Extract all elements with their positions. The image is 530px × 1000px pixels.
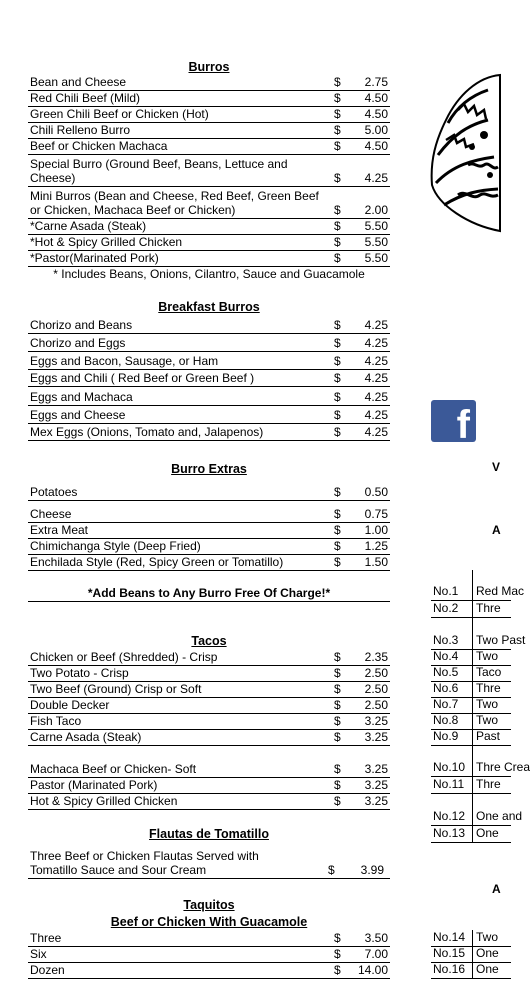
item-name: Two Potato - Crisp bbox=[30, 666, 129, 680]
combo-row bbox=[431, 745, 530, 777]
currency: $ bbox=[334, 203, 341, 217]
menu-item-row bbox=[28, 250, 390, 267]
column-divider bbox=[472, 930, 473, 946]
item-name: Beef or Chicken Machaca bbox=[30, 139, 168, 153]
item-price: 3.99 bbox=[360, 863, 384, 877]
menu-item-row bbox=[28, 386, 390, 406]
menu-item-row bbox=[28, 729, 390, 746]
item-price: 3.25 bbox=[364, 794, 388, 808]
combo-row bbox=[431, 930, 511, 947]
item-name: Eggs and Bacon, Sausage, or Ham bbox=[30, 354, 219, 368]
combo-description: Two Past bbox=[476, 633, 526, 647]
combo-number: No.10 bbox=[433, 760, 466, 774]
combo-number: No.7 bbox=[433, 697, 459, 711]
combo-description: Thre bbox=[476, 601, 501, 615]
combo-row bbox=[431, 570, 525, 601]
item-name: Six bbox=[30, 947, 47, 961]
column-divider bbox=[472, 600, 473, 617]
combo-row bbox=[431, 681, 511, 698]
menu-item-row bbox=[28, 505, 390, 523]
item-price: 4.25 bbox=[364, 336, 388, 350]
currency: $ bbox=[334, 107, 341, 121]
item-name: Extra Meat bbox=[30, 523, 89, 537]
column-divider bbox=[472, 617, 473, 649]
item-name: Chorizo and Eggs bbox=[30, 336, 126, 350]
item-name: Fish Taco bbox=[30, 714, 82, 728]
item-price: 14.00 bbox=[357, 963, 388, 977]
item-price: 1.50 bbox=[364, 555, 388, 569]
item-name: Pastor (Marinated Pork) bbox=[30, 778, 158, 792]
combo-row bbox=[431, 825, 511, 843]
currency: $ bbox=[334, 354, 341, 368]
item-price: 2.50 bbox=[364, 682, 388, 696]
item-price: 2.00 bbox=[364, 203, 388, 217]
menu-item-row bbox=[28, 665, 390, 682]
item-name: Bean and Cheese bbox=[30, 75, 127, 89]
item-price: 4.25 bbox=[364, 408, 388, 422]
column-divider bbox=[472, 665, 473, 681]
item-price: 5.50 bbox=[364, 251, 388, 265]
column-divider bbox=[472, 570, 473, 600]
menu-item-row bbox=[28, 681, 390, 698]
item-name: Green Chili Beef or Chicken (Hot) bbox=[30, 107, 209, 121]
item-name: Eggs and Machaca bbox=[30, 390, 133, 404]
item-name: Enchilada Style (Red, Spicy Green or Tomatillo) bbox=[30, 555, 284, 569]
menu-item-row bbox=[28, 423, 390, 441]
currency: $ bbox=[334, 219, 341, 233]
item-name: Two Beef (Ground) Crisp or Soft bbox=[30, 682, 202, 696]
item-price: 4.25 bbox=[364, 354, 388, 368]
menu-item-row bbox=[28, 316, 390, 334]
right-heading-fragment: V bbox=[492, 460, 501, 474]
item-price: 7.00 bbox=[364, 947, 388, 961]
item-price: 2.75 bbox=[364, 75, 388, 89]
combo-description: One bbox=[476, 826, 499, 840]
combo-description: One bbox=[476, 962, 499, 976]
item-price: 1.25 bbox=[364, 539, 388, 553]
menu-item-row bbox=[28, 186, 390, 219]
taquitos-title: Taquitos bbox=[183, 898, 235, 912]
item-name: Machaca Beef or Chicken- Soft bbox=[30, 762, 197, 776]
currency: $ bbox=[334, 762, 341, 776]
currency: $ bbox=[334, 650, 341, 664]
item-price: 4.25 bbox=[364, 425, 388, 439]
currency: $ bbox=[334, 523, 341, 537]
column-divider bbox=[472, 697, 473, 713]
menu-item-row bbox=[28, 777, 390, 794]
item-name: Double Decker bbox=[30, 698, 110, 712]
combo-number: No.9 bbox=[433, 729, 459, 743]
item-price: 4.25 bbox=[364, 390, 388, 404]
taco-illustration bbox=[428, 65, 500, 235]
item-name: Three bbox=[30, 931, 62, 945]
column-divider bbox=[472, 946, 473, 962]
item-price: 5.00 bbox=[364, 123, 388, 137]
item-name: *Carne Asada (Steak) bbox=[30, 219, 147, 233]
combo-row bbox=[431, 617, 526, 650]
menu-item-row bbox=[28, 713, 390, 730]
item-name: Chicken or Beef (Shredded) - Crisp bbox=[30, 650, 218, 664]
menu-item-row bbox=[28, 154, 390, 187]
combo-row bbox=[431, 600, 511, 618]
combo-row bbox=[431, 729, 511, 746]
item-price: 5.50 bbox=[364, 235, 388, 249]
column-divider bbox=[472, 962, 473, 978]
item-price: 4.25 bbox=[364, 171, 388, 185]
currency: $ bbox=[334, 336, 341, 350]
combo-description: Red Mac bbox=[476, 584, 525, 598]
item-name: *Hot & Spicy Grilled Chicken bbox=[30, 235, 183, 249]
currency: $ bbox=[334, 682, 341, 696]
flautas-title: Flautas de Tomatillo bbox=[149, 827, 269, 841]
currency: $ bbox=[334, 507, 341, 521]
currency: $ bbox=[334, 251, 341, 265]
column-divider bbox=[472, 681, 473, 697]
item-price: 3.25 bbox=[364, 714, 388, 728]
combo-row bbox=[431, 665, 511, 682]
item-name: Dozen bbox=[30, 963, 65, 977]
item-name: Red Chili Beef (Mild) bbox=[30, 91, 141, 105]
combo-row bbox=[431, 776, 511, 794]
combo-number: No.3 bbox=[433, 633, 459, 647]
combo-description: Past bbox=[476, 729, 501, 743]
item-price: 3.25 bbox=[364, 778, 388, 792]
combo-description: Two bbox=[476, 713, 499, 727]
column-divider bbox=[472, 729, 473, 745]
item-price: 0.50 bbox=[364, 485, 388, 499]
combo-description: Two bbox=[476, 930, 499, 944]
item-price: 3.25 bbox=[364, 730, 388, 744]
combo-number: No.11 bbox=[433, 777, 465, 791]
menu-item-row bbox=[28, 745, 390, 778]
item-price: 4.50 bbox=[364, 139, 388, 153]
item-name: Eggs and Cheese bbox=[30, 408, 126, 422]
combo-number: No.8 bbox=[433, 713, 459, 727]
currency: $ bbox=[334, 947, 341, 961]
currency: $ bbox=[334, 408, 341, 422]
currency: $ bbox=[334, 714, 341, 728]
item-name: Chimichanga Style (Deep Fried) bbox=[30, 539, 201, 553]
combo-row bbox=[431, 962, 511, 979]
menu-item-row bbox=[28, 138, 390, 155]
currency: $ bbox=[334, 730, 341, 744]
item-name: Carne Asada (Steak) bbox=[30, 730, 142, 744]
item-price: 3.25 bbox=[364, 762, 388, 776]
menu-item-row bbox=[28, 333, 390, 352]
column-divider bbox=[472, 649, 473, 665]
item-price: 5.50 bbox=[364, 219, 388, 233]
combo-number: No.15 bbox=[433, 946, 466, 960]
item-name: Potatoes bbox=[30, 485, 78, 499]
item-price: 1.00 bbox=[364, 523, 388, 537]
extras-title: Burro Extras bbox=[171, 462, 247, 476]
item-price: 4.25 bbox=[364, 318, 388, 332]
currency: $ bbox=[334, 539, 341, 553]
tacos-title: Tacos bbox=[191, 634, 227, 648]
taquitos-subtitle: Beef or Chicken With Guacamole bbox=[110, 915, 308, 929]
item-name: Hot & Spicy Grilled Chicken bbox=[30, 794, 178, 808]
menu-item-row bbox=[28, 122, 390, 139]
menu-item-row bbox=[28, 369, 390, 387]
menu-item-row bbox=[28, 522, 390, 539]
combo-number: No.2 bbox=[433, 601, 459, 615]
flautas-item bbox=[28, 848, 390, 879]
combo-description: Taco bbox=[476, 665, 502, 679]
menu-item-row bbox=[28, 962, 390, 979]
menu-item-row bbox=[28, 697, 390, 714]
combo-number: No.13 bbox=[433, 826, 466, 840]
breakfast-title: Breakfast Burros bbox=[158, 300, 260, 314]
menu-item-row bbox=[28, 351, 390, 370]
combo-number: No.16 bbox=[433, 962, 466, 976]
item-name: Chorizo and Beans bbox=[30, 318, 133, 332]
item-name: Special Burro (Ground Beef, Beans, Lettuce and Cheese) bbox=[30, 157, 288, 185]
currency: $ bbox=[334, 318, 341, 332]
combo-number: No.6 bbox=[433, 681, 459, 695]
item-name: Mex Eggs (Onions, Tomato and, Jalapenos) bbox=[30, 425, 264, 439]
combo-description: One and bbox=[476, 809, 523, 823]
combo-row bbox=[431, 649, 511, 666]
combo-number: No.5 bbox=[433, 665, 459, 679]
menu-item-row bbox=[28, 74, 390, 91]
item-name: Three Beef or Chicken Flautas Served with Tomatillo Sauce and Sour Cream bbox=[30, 849, 259, 877]
right-heading-fragment: A bbox=[492, 523, 501, 537]
menu-item-row bbox=[28, 538, 390, 555]
combo-number: No.1 bbox=[433, 584, 459, 598]
currency: $ bbox=[334, 794, 341, 808]
currency: $ bbox=[334, 425, 341, 439]
item-name: Cheese bbox=[30, 507, 72, 521]
column-divider bbox=[472, 745, 473, 776]
burros-note: * Includes Beans, Onions, Cilantro, Sauce and Guacamole bbox=[53, 267, 365, 281]
column-divider bbox=[472, 776, 473, 793]
combo-description: Thre bbox=[476, 777, 501, 791]
currency: $ bbox=[334, 666, 341, 680]
item-price: 4.50 bbox=[364, 91, 388, 105]
menu-item-row bbox=[28, 649, 390, 666]
currency: $ bbox=[334, 963, 341, 977]
currency: $ bbox=[334, 931, 341, 945]
menu-item-row bbox=[28, 946, 390, 963]
combo-description: Two bbox=[476, 649, 499, 663]
menu-item-row bbox=[28, 90, 390, 107]
currency: $ bbox=[334, 485, 341, 499]
currency: $ bbox=[334, 371, 341, 385]
item-name: Mini Burros (Bean and Cheese, Red Beef, Green Beef or Chicken, Machaca Beef or Chicken) bbox=[30, 189, 319, 217]
item-price: 4.50 bbox=[364, 107, 388, 121]
combo-description: Thre Crea bbox=[476, 760, 530, 774]
menu-item-row bbox=[28, 793, 390, 810]
menu-item-row bbox=[28, 554, 390, 571]
menu-item-row bbox=[28, 234, 390, 251]
facebook-icon[interactable]: f bbox=[431, 400, 476, 442]
menu-item-row bbox=[28, 482, 390, 501]
currency: $ bbox=[334, 555, 341, 569]
combo-number: No.12 bbox=[433, 809, 466, 823]
combo-description: Two bbox=[476, 697, 499, 711]
item-price: 2.35 bbox=[364, 650, 388, 664]
beans-note: *Add Beans to Any Burro Free Of Charge!* bbox=[28, 586, 390, 602]
item-price: 4.25 bbox=[364, 371, 388, 385]
menu-item-row bbox=[28, 218, 390, 235]
column-divider bbox=[472, 825, 473, 842]
right-heading-fragment: A bbox=[492, 882, 501, 896]
currency: $ bbox=[334, 235, 341, 249]
currency: $ bbox=[334, 139, 341, 153]
currency: $ bbox=[334, 123, 341, 137]
item-price: 2.50 bbox=[364, 666, 388, 680]
currency: $ bbox=[328, 863, 335, 877]
currency: $ bbox=[334, 390, 341, 404]
item-name: Chili Relleno Burro bbox=[30, 123, 131, 137]
currency: $ bbox=[334, 698, 341, 712]
currency: $ bbox=[334, 91, 341, 105]
item-name: Eggs and Chili ( Red Beef or Green Beef ) bbox=[30, 371, 255, 385]
column-divider bbox=[472, 793, 473, 825]
item-price: 3.50 bbox=[364, 931, 388, 945]
burros-title: Burros bbox=[188, 60, 230, 74]
combo-number: No.14 bbox=[433, 930, 466, 944]
menu-item-row bbox=[28, 405, 390, 424]
combo-number: No.4 bbox=[433, 649, 459, 663]
combo-row bbox=[431, 713, 511, 730]
currency: $ bbox=[334, 75, 341, 89]
combo-description: One bbox=[476, 946, 499, 960]
menu-item-row bbox=[28, 106, 390, 123]
currency: $ bbox=[334, 778, 341, 792]
item-name: *Pastor(Marinated Pork) bbox=[30, 251, 159, 265]
combo-description: Thre bbox=[476, 681, 501, 695]
combo-row bbox=[431, 946, 511, 963]
menu-item-row bbox=[28, 930, 390, 947]
currency: $ bbox=[334, 171, 341, 185]
item-price: 0.75 bbox=[364, 507, 388, 521]
item-price: 2.50 bbox=[364, 698, 388, 712]
column-divider bbox=[472, 713, 473, 729]
combo-row bbox=[431, 697, 511, 714]
combo-row bbox=[431, 793, 523, 826]
